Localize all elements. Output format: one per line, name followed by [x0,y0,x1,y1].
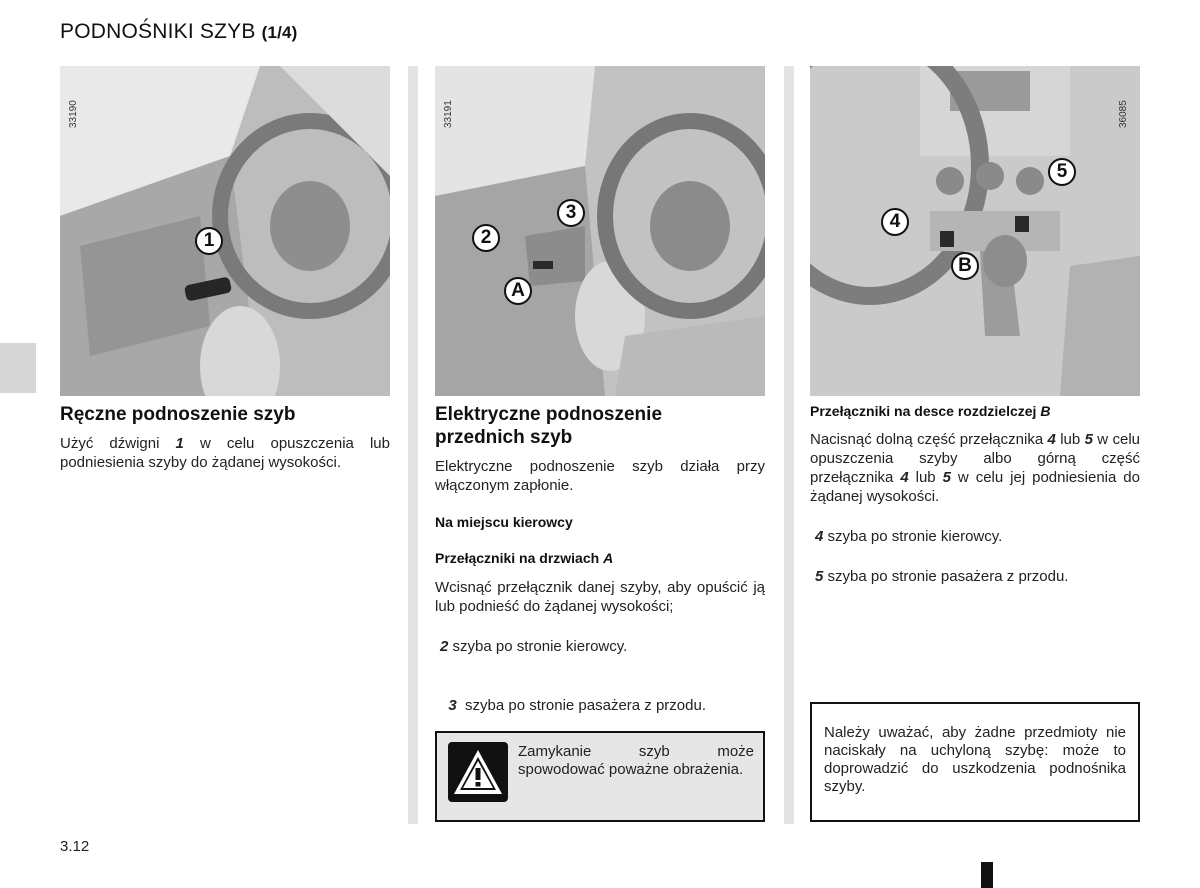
callout-4: 4 [881,208,909,236]
photo-code: 33191 [443,100,454,128]
warning-text: Zamykanie szyb może spowodować poważne obrażenia. [518,743,754,778]
callout-1: 1 [195,227,223,255]
photo-dashboard-switches [810,66,1140,396]
page-number: 3.12 [60,838,90,855]
list-item: 5 szyba po stronie pasażera z przodu. [815,568,1069,585]
list-item: 2 szyba po stronie kierowcy. [440,638,628,655]
dashboard-illustration [810,66,1140,396]
warning-triangle-icon [448,742,508,802]
callout-5: 5 [1048,158,1076,186]
door-switch-instructions: Wcisnąć przełącznik danej szyby, aby opuścić ją lub podnieść do żądanej wysokości; [435,579,765,615]
heading-manual-windows: Ręczne podnoszenie szyb [60,404,296,425]
photo-code: 33190 [68,100,79,128]
dashboard-switch-instructions: Nacisnąć dolną część przełącznika 4 lub 5 w celu opuszczenia szyby albo górną część przełącznika 4 lub 5 w celu jej podniesienia do żądanej wysokości. [810,431,1141,505]
page-title [60,20,298,44]
subheading-driver-seat: Na miejscu kierowcy [435,514,573,530]
list-item: 3 szyba po stronie pasażera z przodu. [448,697,706,714]
column-divider [784,66,794,824]
photo-code: 36085 [1118,100,1129,128]
page-title-main: PODNOŚNIKI SZYB [60,20,256,43]
list-item: 4 szyba po stronie kierowcy. [815,528,1003,545]
callout-b: B [951,252,979,280]
page-title-sub: (1/4) [261,23,298,42]
manual-windows-text: Użyć dźwigni 1 w celu opuszczenia lub podniesienia szyby do żądanej wysokości. [60,435,390,471]
note-text: Należy uważać, aby żadne przedmioty nie naciskały na uchyloną szybę: może to doprowadzić do uszkodzenia podnośnika szyby. [824,724,1126,795]
car-door-illustration [60,66,390,396]
heading-electric-windows: Elektryczne podnoszenie przednich szyb [435,404,663,448]
electric-intro-text: Elektryczne podnoszenie szyb działa przy włączonym zapłonie. [435,458,765,494]
photo-manual-winder [60,66,390,396]
callout-3: 3 [557,199,585,227]
subheading-door-switches: Przełączniki na drzwiach A [435,550,614,566]
section-tab [0,343,36,393]
edge-marker [981,862,993,888]
callout-a: A [504,277,532,305]
subheading-dashboard-switches: Przełączniki na desce rozdzielczej B [810,403,1051,419]
column-divider [408,66,418,824]
callout-2: 2 [472,224,500,252]
